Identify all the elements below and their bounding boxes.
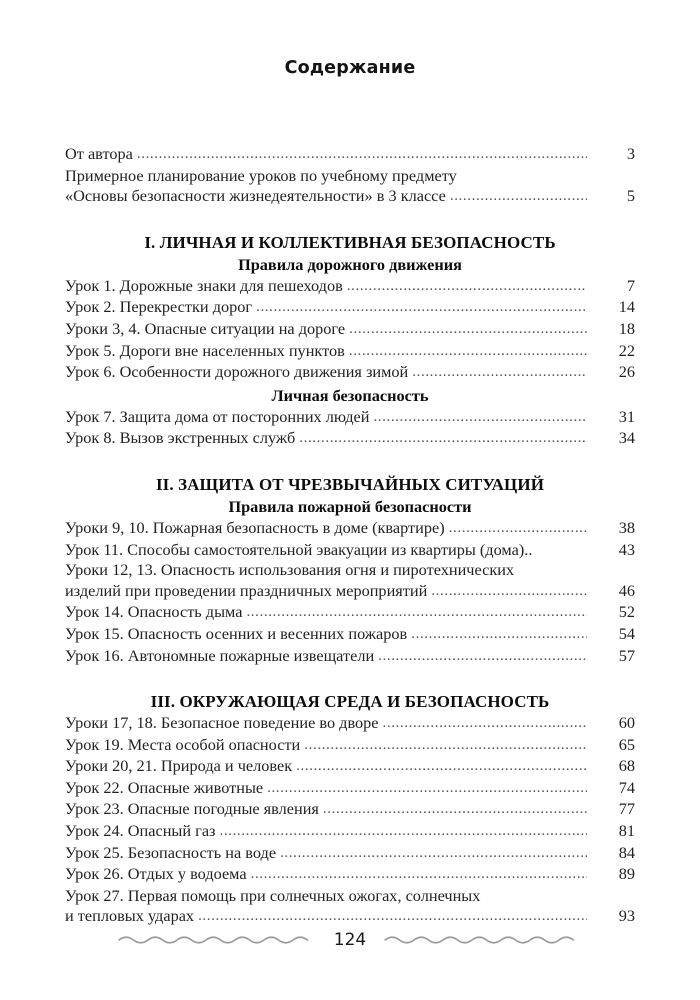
- toc-entry-label: «Основы безопасности жизнедеятельности» в 3 классе: [65, 186, 446, 206]
- section-heading: I. ЛИЧНАЯ И КОЛЛЕКТИВНАЯ БЕЗОПАСНОСТЬ: [144, 232, 556, 252]
- toc-entry[interactable]: [65, 821, 635, 843]
- toc-entry-leader-dots: [412, 362, 587, 383]
- toc-entry[interactable]: [65, 581, 635, 603]
- toc-entry-page-number: 3: [626, 144, 635, 163]
- toc-entry-leader-dots: [299, 428, 587, 449]
- toc-entry-page-number: 18: [618, 318, 635, 338]
- toc-entry-leader-dots: [378, 646, 587, 667]
- toc-entry[interactable]: [65, 756, 635, 778]
- toc-entry-leader-dots: [383, 713, 587, 734]
- toc-entry[interactable]: [65, 843, 635, 865]
- toc-entry-label: Урок 8. Вызов экстренных служб: [65, 428, 296, 448]
- page-title: Содержание: [284, 58, 416, 78]
- toc-entry-page-number: 89: [618, 864, 635, 884]
- toc-entry-page-number: 34: [618, 428, 635, 448]
- section-subheading: Правила пожарной безопасности: [228, 496, 472, 516]
- toc-entry[interactable]: [65, 407, 635, 429]
- toc-entry-leader-dots: [296, 756, 587, 777]
- toc-entry-label: Уроки 9, 10. Пожарная безопасность в доме (квартире): [65, 517, 445, 537]
- section-subheading: Правила дорожного движения: [238, 254, 462, 274]
- toc-entry-page-number: 65: [618, 734, 635, 754]
- toc-entry-label: Урок 19. Места особой опасности: [65, 734, 301, 754]
- wavy-line-ornament-right: [383, 933, 583, 947]
- toc-entry-leader-dots: [373, 407, 587, 428]
- toc-entry-page-number: 77: [618, 799, 635, 819]
- toc-entry-page-number: 26: [618, 362, 635, 382]
- toc-entry-label: Уроки 3, 4. Опасные ситуации на дороге: [65, 318, 346, 338]
- toc-entry[interactable]: [65, 864, 635, 886]
- toc-entry-page-number: 7: [626, 275, 635, 295]
- toc-entry-label: Урок 26. Отдых у водоема: [65, 864, 247, 884]
- toc-entry-label: Уроки 12, 13. Опасность использования огня и пиротехнических: [65, 560, 515, 580]
- toc-entry[interactable]: [65, 297, 635, 319]
- section-heading: III. ОКРУЖАЮЩАЯ СРЕДА И БЕЗОПАСНОСТЬ: [150, 692, 550, 712]
- toc-entry[interactable]: [65, 276, 635, 298]
- toc-entry-label: От автора: [65, 144, 133, 163]
- toc-entry-page-number: 57: [618, 645, 635, 665]
- toc-entry-leader-dots: [449, 518, 587, 539]
- toc-entry[interactable]: [65, 186, 635, 208]
- toc-entry-label: Урок 24. Опасный газ: [65, 821, 216, 841]
- toc-entry-label: Урок 1. Дорожные знаки для пешеходов: [65, 275, 343, 295]
- toc-entry-page-number: 52: [618, 602, 635, 622]
- toc-entry-label: Урок 16. Автономные пожарные извещатели: [65, 645, 375, 665]
- toc-entry[interactable]: [65, 362, 635, 384]
- toc-entry-label: Урок 7. Защита дома от посторонних людей: [65, 406, 370, 426]
- toc-entry-page-number: 84: [618, 842, 635, 862]
- toc-entry-page-number: 68: [618, 756, 635, 776]
- toc-entry-label: Урок 23. Опасные погодные явления: [65, 799, 319, 819]
- toc-entry-page-number: 60: [618, 713, 635, 733]
- toc-entry-page-number: 54: [618, 623, 635, 643]
- toc-entry-page-number: 31: [618, 406, 635, 426]
- toc-entry[interactable]: [65, 341, 635, 363]
- toc-entry[interactable]: [65, 778, 635, 800]
- toc-entry[interactable]: [65, 518, 635, 540]
- toc-entry[interactable]: [65, 886, 635, 907]
- toc-entry[interactable]: [65, 319, 635, 341]
- toc-entry-label: Урок 11. Способы самостоятельной эвакуации из квартиры (дома)..: [65, 539, 533, 559]
- toc-entry[interactable]: [65, 428, 635, 450]
- toc-entry-label: Урок 25. Безопасность на воде: [65, 842, 277, 862]
- toc-entry-label: Урок 2. Перекрестки дорог: [65, 297, 253, 317]
- toc-entry[interactable]: [65, 735, 635, 757]
- toc-entry-leader-dots: [251, 864, 587, 885]
- table-of-contents: [65, 144, 635, 928]
- wavy-line-ornament-left: [117, 933, 317, 947]
- toc-entry-leader-dots: [304, 735, 587, 756]
- toc-entry-label: и тепловых ударах: [65, 906, 195, 926]
- toc-entry-leader-dots: [323, 799, 587, 820]
- toc-entry-leader-dots: [347, 276, 587, 297]
- toc-entry-label: Урок 5. Дороги вне населенных пунктов: [65, 340, 345, 360]
- toc-entry-page-number: 74: [618, 777, 635, 797]
- toc-entry-label: Примерное планирование уроков по учебному предмету: [65, 165, 457, 185]
- toc-entry-leader-dots: [256, 297, 587, 318]
- toc-entry-label: Урок 22. Опасные животные: [65, 777, 264, 797]
- toc-entry-page-number: 22: [618, 340, 635, 360]
- page-footer: [0, 925, 700, 955]
- toc-entry-page-number: 43: [618, 539, 635, 559]
- toc-entry-page-number: 14: [618, 297, 635, 317]
- toc-entry-leader-dots: [349, 319, 587, 340]
- toc-entry[interactable]: [65, 646, 635, 668]
- toc-entry-label: Урок 6. Особенности дорожного движения зимой: [65, 362, 409, 382]
- toc-entry-leader-dots: [246, 602, 587, 623]
- toc-entry-leader-dots: [137, 144, 587, 165]
- page-number: 124: [333, 930, 367, 950]
- toc-entry-label: Урок 15. Опасность осенних и весенних пожаров: [65, 623, 408, 643]
- toc-entry-leader-dots: [349, 341, 587, 362]
- toc-entry[interactable]: [65, 540, 635, 561]
- toc-entry-label: Урок 14. Опасность дыма: [65, 602, 243, 622]
- toc-entry[interactable]: [65, 624, 635, 646]
- section-subheading: Личная безопасность: [271, 385, 429, 405]
- toc-entry-leader-dots: [280, 843, 587, 864]
- toc-entry-leader-dots: [267, 778, 587, 799]
- toc-entry-label: Урок 27. Первая помощь при солнечных ожогах, солнечных: [65, 885, 481, 905]
- toc-entry-label: Уроки 20, 21. Природа и человек: [65, 756, 293, 776]
- toc-entry-label: изделий при проведении праздничных мероприятий: [65, 580, 428, 600]
- toc-entry-label: Уроки 17, 18. Безопасное поведение во дворе: [65, 713, 379, 733]
- section-heading: II. ЗАЩИТА ОТ ЧРЕЗВЫЧАЙНЫХ СИТУАЦИЙ: [155, 474, 545, 494]
- toc-entry-page-number: 81: [618, 821, 635, 841]
- toc-entry-leader-dots: [411, 624, 587, 645]
- toc-entry[interactable]: [65, 713, 635, 735]
- toc-entry[interactable]: [65, 560, 635, 581]
- toc-entry[interactable]: [65, 602, 635, 624]
- toc-entry-leader-dots: [219, 821, 587, 842]
- toc-entry-page-number: 38: [618, 517, 635, 537]
- toc-entry[interactable]: [65, 144, 635, 166]
- toc-entry-page-number: 46: [618, 580, 635, 600]
- toc-entry-page-number: 93: [618, 906, 635, 926]
- toc-entry-leader-dots: [198, 906, 587, 927]
- toc-entry-page-number: 5: [626, 186, 635, 206]
- toc-entry[interactable]: [65, 166, 635, 187]
- toc-entry-leader-dots: [431, 581, 587, 602]
- toc-entry-leader-dots: [450, 186, 587, 207]
- toc-entry[interactable]: [65, 799, 635, 821]
